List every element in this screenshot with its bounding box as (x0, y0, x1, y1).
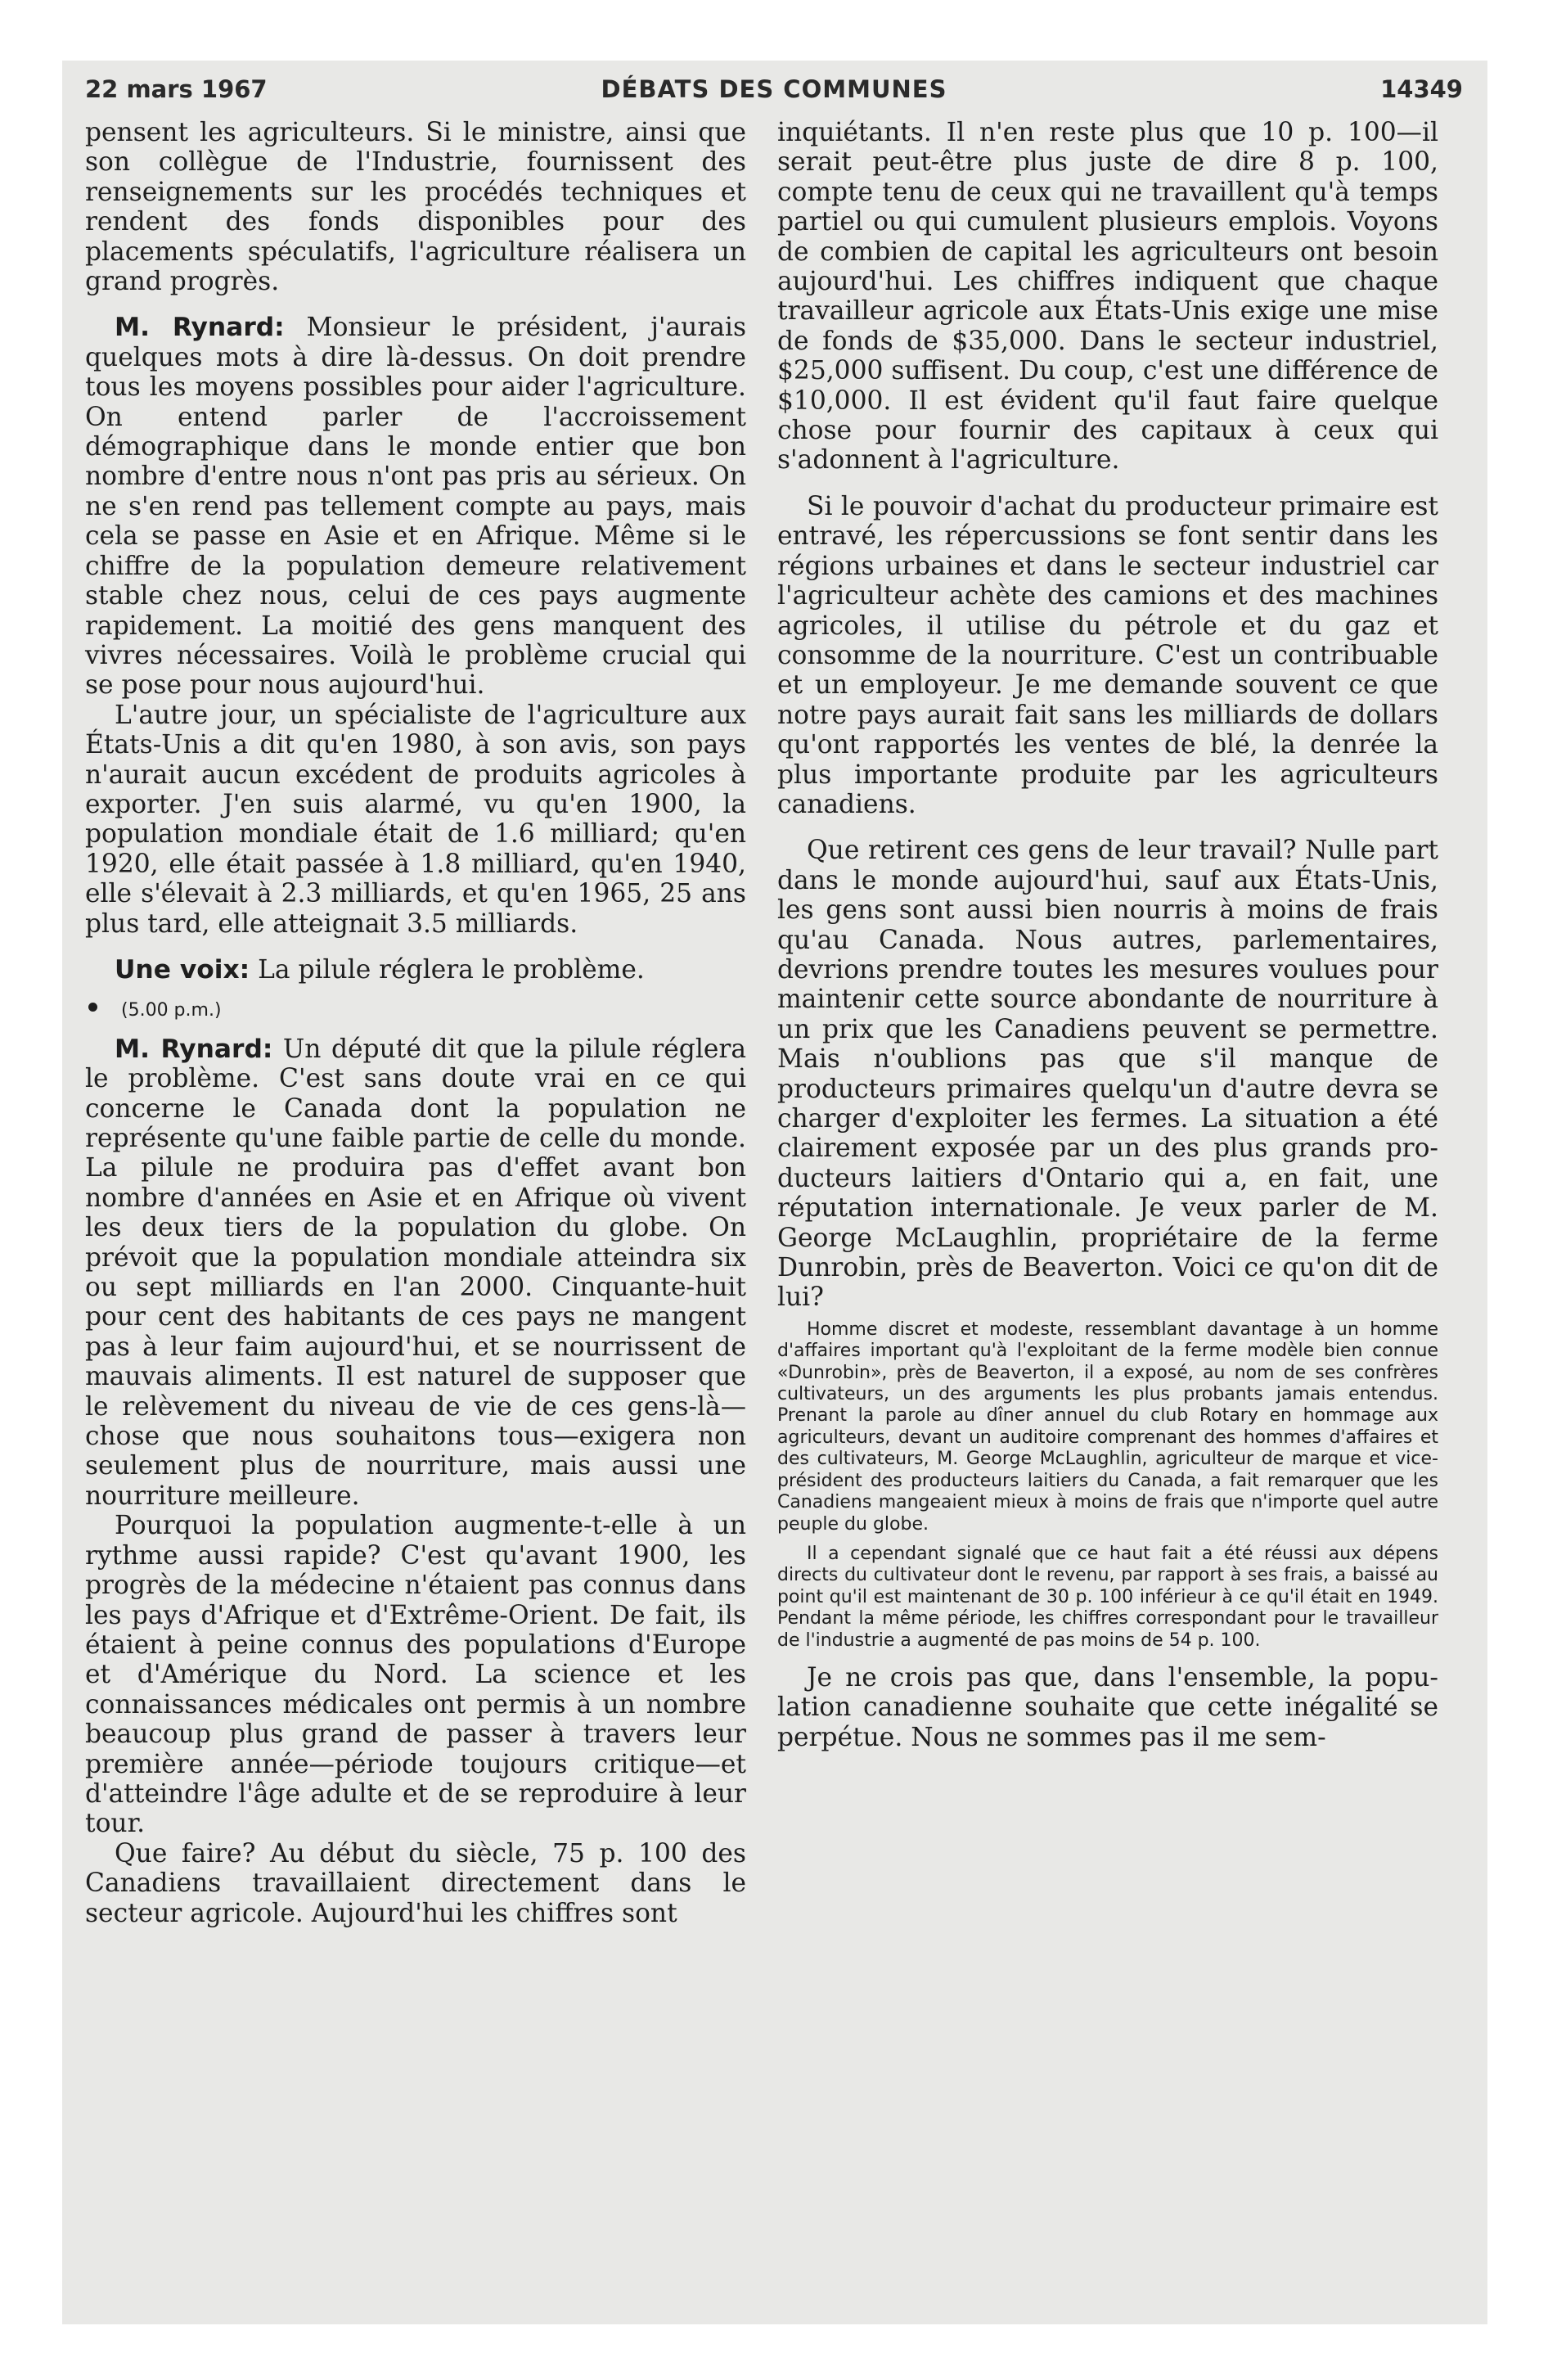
running-header (85, 75, 1463, 111)
speech-text: La pilule réglera le problème. (250, 954, 645, 985)
speech-text: Monsieur le président, j'aurais quelques mots à dire là-dessus. On doit prendre tous les moyens possibles pour aider l'agriculture. On entend parler de l'accroissement démographique dans le monde entier que bon nombre d'entre nous n'ont pas pris au sérieux. On ne s'en rend pas tellement compte au pays, mais cela se passe en Asie et en Afrique. Même si le chiffre de la population demeure relativement stable chez nous, celui de ces pays augmente rapidement. La moitié des gens manquent des vivres nécessaires. Voilà le problème crucial qui se pose pour nous aujourd'hui. (85, 313, 747, 701)
quote-paragraph: Il a cependant signalé que ce haut fait a été réussi aux dépens directs du cultivateur dont le revenu, par rapport à ses frais, a baissé au point qu'il est maintenant de 30 p. 100 inférieur à ce qu'il était en 1949. Pendant la même période, les chiffres correspondant pour le travailleur de l'industrie a augmenté de pas moins de 54 p. 100. (777, 1543, 1438, 1651)
header-title: DÉBATS DES COMMUNES (601, 75, 947, 103)
paragraph: Je ne crois pas que, dans l'ensemble, la population canadienne souhaite que cette inégalité se perpétue. Nous ne sommes pas il me sem- (777, 1662, 1438, 1752)
paragraph: Si le pouvoir d'achat du producteur primaire est entravé, les répercussions se font sentir dans les régions urbaines et dans le secteur industriel car l'agriculteur achète des camions et des machines agricoles, il utilise du pétrole et du gaz et consomme de la nourriture. C'est un contribuable et un employeur. Je me demande souvent ce que notre pays aurait fait sans les milliards de dollars qu'ont rapportés les ventes de blé, la denrée la plus importante produite par les agriculteurs canadiens. (777, 491, 1438, 819)
quote-paragraph: Homme discret et modeste, ressemblant davantage à un homme d'affaires important qu'à l'exploitant de la ferme modèle bien connue «Dunrobin», près de Beaverton, il a exposé, au nom de ses confrères cultivateurs, un des arguments les plus probants jamais entendus. Prenant la parole au dîner annuel du club Rotary en hommage aux agriculteurs, devant un auditoire comprenant des hommes d'affaires et des cultivateurs, M. George McLaughlin, agriculteur de marque et vice-président des producteurs laitiers du Canada, a fait remarquer que les Canadiens mangeaient mieux à moins de frais que n'importe quel autre peuple du globe. (777, 1318, 1438, 1535)
left-column (85, 118, 746, 1928)
paragraph: Pourquoi la population augmente-t-elle à un rythme aussi rapide? C'est qu'avant 1900, les progrès de la médecine n'étaient pas connus dans les pays d'Afrique et d'Extrême-Orient. De fait, ils étaient à peine connus des populations d'Europe et d'Amérique du Nord. La science et les connaissances médicales ont permis à un nombre beaucoup plus grand de passer à travers leur première année—période toujours critique—et d'atteindre l'âge adulte et de se reproduire à leur tour. (85, 1511, 746, 1839)
speaker-name: M. Rynard: (115, 1034, 273, 1064)
block-quote (777, 1319, 1438, 1652)
paragraph: pensent les agriculteurs. Si le ministre, ainsi que son collègue de l'Industrie, fournissent des renseignements sur les procédés techniques et rendent des fonds disponibles pour des placements spéculatifs, l'agriculture réalisera un grand progrès. (85, 118, 746, 297)
speaker-name: Une voix: (115, 954, 250, 985)
time-stamp (85, 996, 746, 1025)
speech-paragraph (85, 313, 746, 700)
speech-text: Un député dit que la pilule réglera le problème. C'est sans doute vrai en ce qui concerne le Canada dont la population ne représente qu'une faible partie de celle du monde. La pilule ne produira pas d'effet avant bon nombre d'années en Asie et en Afrique où vivent les deux tiers de la population du globe. On prévoit que la population mondiale atteindra six ou sept milliards en l'an 2000. Cinquante-huit pour cent des habitants de ces pays ne mangent pas à leur faim aujourd'hui, et se nourrissent de mauvais aliments. Il est naturel de supposer que le relèvement du niveau de vie de ces gens-là—chose que nous souhaitons tous—exigera non seulement plus de nourriture, mais aussi une nourriture meilleure. (85, 1034, 746, 1511)
speaker-name: M. Rynard: (115, 313, 285, 343)
bullet-icon (88, 1003, 97, 1012)
header-page-number: 14349 (1380, 75, 1463, 103)
paragraph: Que retirent ces gens de leur travail? Nulle part dans le monde aujourd'hui, sauf aux États-Unis, les gens sont aussi bien nourris à moins de frais qu'au Canada. Nous autres, parlementaires, devrions prendre toutes les mesures voulues pour maintenir cette source abondante de nourriture à un prix que les Canadiens peuvent se permettre. Mais n'oublions pas que s'il manque de producteurs primaires quelqu'un d'autre devra se charger d'exploiter les fermes. La situation a été clairement exposée par un des plus grands producteurs laitiers d'Ontario qui a, en fait, une réputation internationale. Je veux parler de M. George McLaughlin, propriétaire de la ferme Dunrobin, près de Beaverton. Voici ce qu'on dit de lui? (777, 836, 1438, 1313)
paragraph: L'autre jour, un spécialiste de l'agriculture aux États-Unis a dit qu'en 1980, à son avis, son pays n'aurait aucun excédent de produits agricoles à exporter. J'en suis alarmé, vu qu'en 1900, la population mondiale était de 1.6 milliard; qu'en 1920, elle était passée à 1.8 milliard, qu'en 1940, elle s'élevait à 2.3 milliards, et qu'en 1965, 25 ans plus tard, elle atteignait 3.5 milliards. (85, 700, 746, 939)
time-stamp-text: (5.00 p.m.) (121, 1000, 222, 1021)
speech-paragraph (85, 955, 746, 985)
header-date: 22 mars 1967 (85, 75, 268, 103)
paragraph: Que faire? Au début du siècle, 75 p. 100 des Canadiens travaillaient directement dans le secteur agricole. Aujourd'hui les chiffres sont (85, 1838, 746, 1928)
speech-paragraph (85, 1034, 746, 1512)
right-column (777, 118, 1438, 1752)
paragraph: inquiétants. Il n'en reste plus que 10 p. 100—il serait peut-être plus juste de dire 8 p. 100, compte tenu de ceux qui ne travaillent qu'à temps partiel ou qui cumulent plusieurs emplois. Voyons de combien de capital les agriculteurs ont besoin aujourd'hui. Les chiffres indiquent que chaque travailleur agricole aux États-Unis exige une mise de fonds de $35,000. Dans le secteur industriel, $25,000 suffisent. Du coup, c'est une différence de $10,000. Il est évident qu'il faut faire quelque chose pour fournir des capitaux à ceux qui s'adonnent à l'agriculture. (777, 118, 1438, 476)
